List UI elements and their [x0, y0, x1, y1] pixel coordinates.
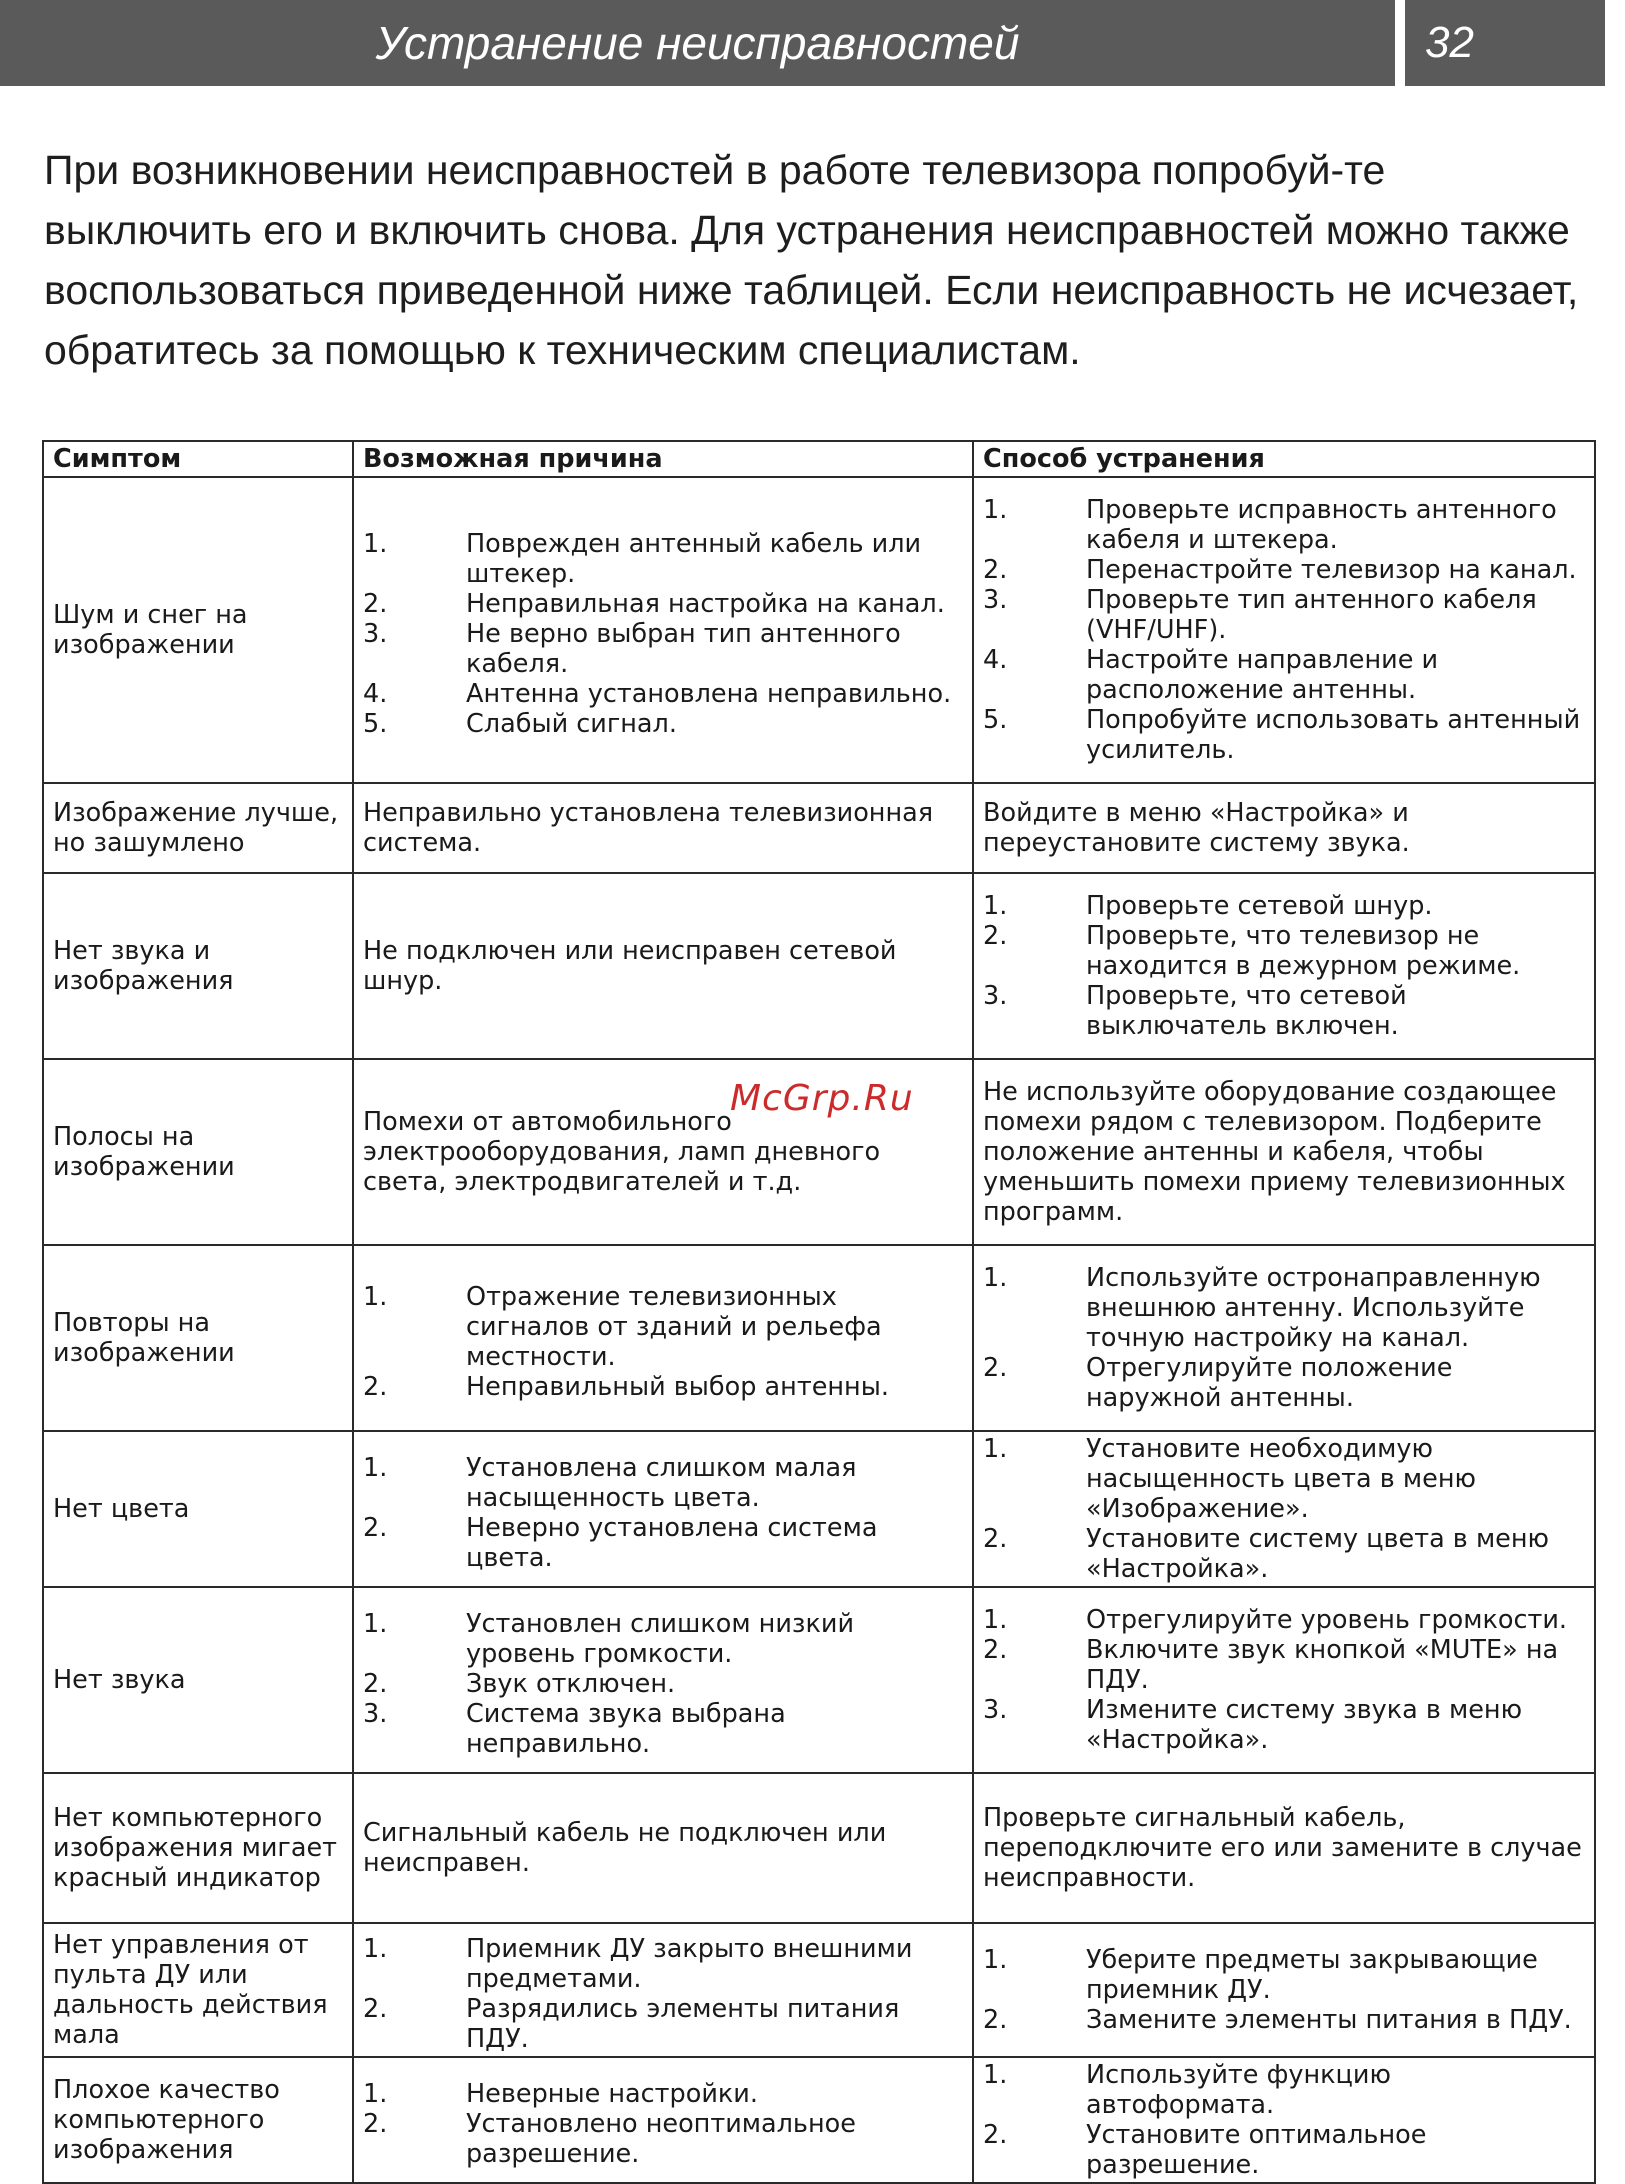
list-item-number: 2. [983, 1353, 1008, 1383]
symptom-cell: Полосы на изображении [43, 1059, 353, 1245]
list-item [363, 2109, 963, 2169]
list-item [983, 1263, 1585, 1353]
list-item-number: 2. [363, 1994, 388, 2024]
cause-cell [353, 1587, 973, 1773]
list-item-number: 5. [983, 705, 1008, 735]
list-item-text: Проверьте, что сетевой выключатель включен. [1086, 981, 1407, 1041]
list-item-number: 2. [363, 1372, 388, 1402]
list-item-text: Установлен слишком низкий уровень громкости. [466, 1609, 855, 1669]
cause-cell: Не подключен или неисправен сетевой шнур. [353, 873, 973, 1059]
page-number: 32 [1405, 0, 1605, 86]
page-header-title: Устранение неисправностей [0, 0, 1395, 86]
fix-list [983, 891, 1585, 1041]
list-item-text: Настройте направление и расположение антенны. [1086, 645, 1439, 705]
list-item-text: Проверьте сетевой шнур. [1086, 891, 1433, 921]
list-item [363, 529, 963, 589]
list-item-text: Установлена слишком малая насыщенность цвета. [466, 1453, 857, 1513]
list-item [363, 619, 963, 679]
list-item [983, 921, 1585, 981]
list-item-number: 1. [363, 1609, 388, 1639]
list-item-number: 3. [983, 981, 1008, 1011]
fix-cell [973, 2057, 1595, 2183]
symptom-cell: Нет управления от пульта ДУ или дальность действия мала [43, 1923, 353, 2057]
list-item-text: Проверьте исправность антенного кабеля и штекера. [1086, 495, 1557, 555]
list-item-number: 2. [983, 555, 1008, 585]
list-item-number: 1. [363, 1453, 388, 1483]
list-item-text: Установите необходимую насыщенность цвета в меню «Изображение». [1086, 1434, 1476, 1524]
list-item-text: Проверьте тип антенного кабеля (VHF/UHF). [1086, 585, 1537, 645]
list-item-number: 2. [983, 1524, 1008, 1554]
list-item-text: Попробуйте использовать антенный усилитель. [1086, 705, 1581, 765]
fix-cell [973, 1245, 1595, 1431]
table-row [43, 1923, 1595, 2057]
table-row [43, 1773, 1595, 1923]
list-item-number: 1. [983, 1945, 1008, 1975]
fix-cell [973, 1431, 1595, 1587]
fix-list [983, 1434, 1585, 1584]
table-row [43, 783, 1595, 873]
list-item [363, 2079, 963, 2109]
list-item-number: 1. [983, 1434, 1008, 1464]
fix-cell [973, 873, 1595, 1059]
list-item [363, 1372, 963, 1402]
cause-cell: Помехи от автомобильного электрооборудования, ламп дневного света, электродвигателей и т.д. [353, 1059, 973, 1245]
list-item-number: 2. [983, 1635, 1008, 1665]
list-item-text: Уберите предметы закрывающие приемник ДУ. [1086, 1945, 1538, 2005]
list-item [983, 1945, 1585, 2005]
list-item-number: 3. [363, 1699, 388, 1729]
list-item-text: Антенна установлена неправильно. [466, 679, 952, 709]
symptom-cell: Изображение лучше, но зашумлено [43, 783, 353, 873]
list-item-text: Неправильный выбор антенны. [466, 1372, 889, 1402]
list-item-number: 2. [363, 1669, 388, 1699]
list-item [983, 2005, 1585, 2035]
fix-cell [973, 1923, 1595, 2057]
list-item-text: Слабый сигнал. [466, 709, 677, 739]
list-item-number: 1. [363, 1934, 388, 1964]
list-item [363, 589, 963, 619]
list-item-number: 2. [363, 589, 388, 619]
list-item-number: 3. [363, 619, 388, 649]
list-item [363, 1934, 963, 1994]
list-item-number: 2. [983, 2005, 1008, 2035]
list-item-number: 1. [983, 891, 1008, 921]
list-item-text: Приемник ДУ закрыто внешними предметами. [466, 1934, 913, 1994]
list-item-number: 1. [363, 529, 388, 559]
list-item-number: 4. [363, 679, 388, 709]
list-item-number: 2. [363, 1513, 388, 1543]
fix-cell: Не используйте оборудование создающее помехи рядом с телевизором. Подберите положение антенны и кабеля, чтобы уменьшить помехи приему телевизионных программ. [973, 1059, 1595, 1245]
list-item-text: Замените элементы питания в ПДУ. [1086, 2005, 1572, 2035]
list-item [363, 1609, 963, 1669]
list-item-text: Звук отключен. [466, 1669, 676, 1699]
list-item-text: Отрегулируйте уровень громкости. [1086, 1605, 1568, 1635]
list-item-text: Отражение телевизионных сигналов от зданий и рельефа местности. [466, 1282, 882, 1372]
list-item [983, 495, 1585, 555]
list-item-text: Перенастройте телевизор на канал. [1086, 555, 1577, 585]
list-item-number: 2. [363, 2109, 388, 2139]
list-item [363, 1994, 963, 2054]
cause-list [363, 1282, 963, 1402]
table-row [43, 477, 1595, 783]
list-item-text: Используйте функцию автоформата. [1086, 2060, 1391, 2120]
list-item [983, 1524, 1585, 1584]
list-item-text: Поврежден антенный кабель или штекер. [466, 529, 922, 589]
list-item [363, 1453, 963, 1513]
list-item-text: Установите оптимальное разрешение. [1086, 2120, 1427, 2180]
cause-cell [353, 1431, 973, 1587]
list-item [983, 981, 1585, 1041]
list-item [983, 1434, 1585, 1524]
fix-cell: Проверьте сигнальный кабель, переподключите его или замените в случае неисправности. [973, 1773, 1595, 1923]
table-row [43, 1431, 1595, 1587]
list-item-text: Включите звук кнопкой «MUTE» на ПДУ. [1086, 1635, 1559, 1695]
list-item-text: Разрядились элементы питания ПДУ. [466, 1994, 900, 2054]
cause-list [363, 1453, 963, 1573]
cause-list [363, 529, 963, 739]
cause-list [363, 1609, 963, 1759]
list-item-number: 1. [983, 495, 1008, 525]
column-header-symptom: Симптом [43, 441, 353, 477]
list-item-number: 2. [983, 2120, 1008, 2150]
list-item [983, 1605, 1585, 1635]
list-item-text: Используйте остронаправленную внешнюю антенну. Используйте точную настройку на канал. [1086, 1263, 1541, 1353]
cause-cell [353, 1245, 973, 1431]
list-item [983, 2120, 1585, 2180]
table-row [43, 1245, 1595, 1431]
list-item [363, 1282, 963, 1372]
list-item-number: 5. [363, 709, 388, 739]
list-item-number: 1. [363, 1282, 388, 1312]
list-item [983, 705, 1585, 765]
cause-cell [353, 477, 973, 783]
symptom-cell: Шум и снег на изображении [43, 477, 353, 783]
fix-cell [973, 1587, 1595, 1773]
table-row [43, 2057, 1595, 2183]
symptom-cell: Нет звука [43, 1587, 353, 1773]
list-item-text: Неверные настройки. [466, 2079, 758, 2109]
list-item [363, 679, 963, 709]
list-item [363, 709, 963, 739]
list-item-number: 2. [983, 921, 1008, 951]
list-item-text: Проверьте, что телевизор не находится в дежурном режиме. [1086, 921, 1521, 981]
cause-list [363, 1934, 963, 2054]
column-header-cause: Возможная причина [353, 441, 973, 477]
list-item-number: 1. [983, 1263, 1008, 1293]
list-item-text: Неверно установлена система цвета. [466, 1513, 878, 1573]
list-item-number: 1. [983, 1605, 1008, 1635]
list-item-number: 4. [983, 645, 1008, 675]
list-item-text: Неправильная настройка на канал. [466, 589, 945, 619]
list-item-number: 3. [983, 1695, 1008, 1725]
table-row [43, 1587, 1595, 1773]
cause-cell: Сигнальный кабель не подключен или неисправен. [353, 1773, 973, 1923]
cause-cell: Неправильно установлена телевизионная система. [353, 783, 973, 873]
table-header-row [43, 441, 1595, 477]
watermark-text: McGrp.Ru [730, 1078, 914, 1119]
list-item [363, 1513, 963, 1573]
cause-list [363, 2079, 963, 2169]
list-item-text: Установлено неоптимальное разрешение. [466, 2109, 856, 2169]
list-item-number: 1. [363, 2079, 388, 2109]
list-item [983, 555, 1585, 585]
list-item-number: 1. [983, 2060, 1008, 2090]
list-item [363, 1699, 963, 1759]
symptom-cell: Нет цвета [43, 1431, 353, 1587]
symptom-cell: Повторы на изображении [43, 1245, 353, 1431]
fix-list [983, 1945, 1585, 2035]
list-item-text: Отрегулируйте положение наружной антенны. [1086, 1353, 1453, 1413]
list-item [983, 1353, 1585, 1413]
fix-cell [973, 477, 1595, 783]
list-item-text: Измените систему звука в меню «Настройка». [1086, 1695, 1523, 1755]
fix-list [983, 1605, 1585, 1755]
list-item [983, 585, 1585, 645]
table-row [43, 873, 1595, 1059]
symptom-cell: Плохое качество компьютерного изображения [43, 2057, 353, 2183]
list-item [983, 1695, 1585, 1755]
symptom-cell: Нет звука и изображения [43, 873, 353, 1059]
list-item [983, 1635, 1585, 1695]
intro-paragraph: При возникновении неисправностей в работе телевизора попробуй-те выключить его и включить снова. Для устранения неисправностей можно также воспользоваться приведенной ниже таблицей. Если неисправность не исчезает, обратитесь за помощью к техническим специалистам. [44, 147, 1579, 373]
list-item-text: Установите систему цвета в меню «Настройка». [1086, 1524, 1550, 1584]
symptom-cell: Нет компьютерного изображения мигает красный индикатор [43, 1773, 353, 1923]
cause-cell [353, 2057, 973, 2183]
list-item [363, 1669, 963, 1699]
table-body [43, 477, 1595, 2183]
fix-list [983, 495, 1585, 765]
list-item-text: Не верно выбран тип антенного кабеля. [466, 619, 901, 679]
list-item [983, 891, 1585, 921]
list-item-number: 3. [983, 585, 1008, 615]
troubleshooting-table [42, 440, 1596, 2184]
list-item [983, 2060, 1585, 2120]
cause-cell [353, 1923, 973, 2057]
list-item-text: Система звука выбрана неправильно. [466, 1699, 786, 1759]
fix-cell: Войдите в меню «Настройка» и переустановите систему звука. [973, 783, 1595, 873]
column-header-fix: Способ устранения [973, 441, 1595, 477]
fix-list [983, 1263, 1585, 1413]
list-item [983, 645, 1585, 705]
fix-list [983, 2060, 1585, 2180]
